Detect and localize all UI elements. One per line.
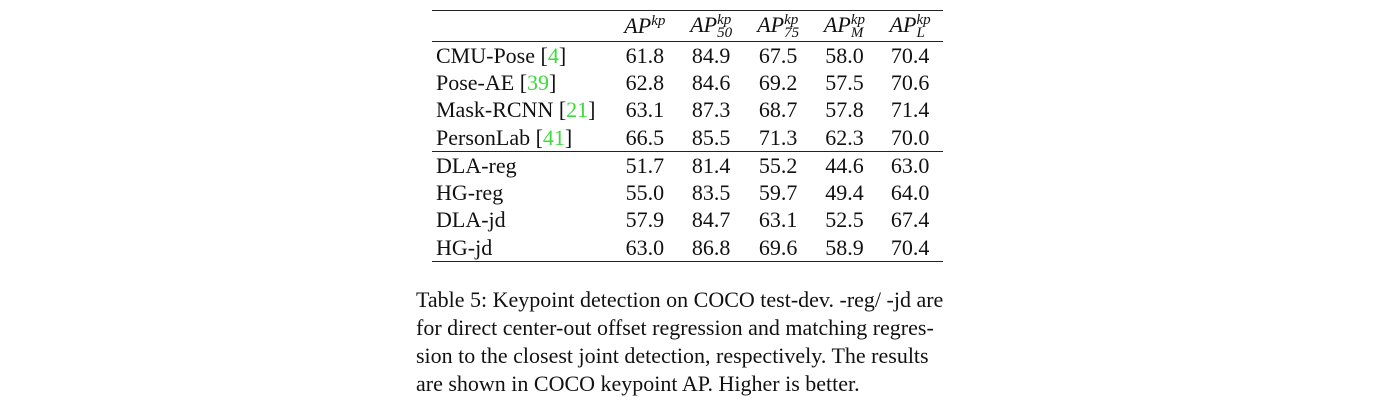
value-cell: 71.4 bbox=[890, 97, 930, 123]
value-cell: 84.7 bbox=[691, 207, 731, 233]
value-cell: 69.2 bbox=[758, 69, 798, 95]
value-cell: 57.5 bbox=[825, 69, 864, 95]
method-name: PersonLab bbox=[436, 124, 531, 150]
col-apl-header: AP kp L bbox=[889, 11, 931, 41]
value-cell: 58.0 bbox=[825, 42, 864, 68]
value-cell: 58.9 bbox=[825, 234, 864, 260]
method-name: HG-reg bbox=[436, 180, 504, 206]
value-cell: 55.0 bbox=[625, 180, 665, 206]
method-name: HG-jd bbox=[436, 234, 493, 260]
value-cell: 83.5 bbox=[691, 180, 731, 206]
value-cell: 52.5 bbox=[825, 207, 864, 233]
table-row bbox=[432, 207, 943, 234]
results-table-container bbox=[432, 10, 943, 262]
method-cell: Mask-RCNN [21] bbox=[436, 97, 596, 123]
value-cell: 63.0 bbox=[625, 234, 665, 260]
value-cell: 55.2 bbox=[758, 152, 798, 178]
method-name: Pose-AE bbox=[436, 69, 515, 95]
method-cell bbox=[432, 207, 612, 234]
value-cell: 63.1 bbox=[758, 207, 798, 233]
method-name: DLA-reg bbox=[436, 152, 517, 178]
citation-link[interactable]: 4 bbox=[547, 42, 559, 68]
col-ap50-header: AP kp 50 bbox=[690, 11, 733, 41]
table-caption bbox=[416, 286, 964, 398]
value-cell: 84.6 bbox=[691, 69, 731, 95]
table-row bbox=[432, 124, 943, 152]
caption-line: are shown in COCO keypoint AP. Higher is better. bbox=[416, 371, 860, 396]
method-cell: Pose-AE [39] bbox=[436, 69, 557, 95]
value-cell: 57.9 bbox=[625, 207, 665, 233]
table-row bbox=[432, 97, 943, 124]
value-cell: 62.8 bbox=[625, 69, 665, 95]
table-row bbox=[432, 179, 943, 206]
value-cell: 67.5 bbox=[758, 42, 798, 68]
col-ap-header: $AP^{kp}$ bbox=[624, 13, 666, 38]
value-cell: 71.3 bbox=[758, 124, 798, 150]
value-cell: 70.4 bbox=[890, 42, 930, 68]
value-cell: 86.8 bbox=[691, 234, 731, 260]
caption-line: for direct center-out offset regression and matching regres- bbox=[416, 315, 934, 340]
method-cell: CMU-Pose [4] bbox=[436, 42, 567, 68]
value-cell: 44.6 bbox=[825, 152, 864, 178]
value-cell: 64.0 bbox=[890, 180, 930, 206]
method-cell: PersonLab [41] bbox=[436, 124, 573, 150]
method-name: Mask-RCNN bbox=[436, 97, 554, 123]
table-row bbox=[432, 234, 943, 262]
keypoint-results-table bbox=[432, 10, 943, 262]
our-methods-group bbox=[432, 152, 943, 262]
published-methods-group bbox=[432, 42, 943, 152]
method-cell bbox=[432, 152, 612, 180]
table-row bbox=[432, 152, 943, 180]
citation-link[interactable]: 21 bbox=[566, 97, 589, 123]
value-cell: 57.8 bbox=[825, 97, 864, 123]
citation-link[interactable]: 41 bbox=[542, 124, 565, 150]
header-row bbox=[432, 11, 943, 42]
value-cell: 62.3 bbox=[825, 124, 864, 150]
value-cell: 68.7 bbox=[758, 97, 798, 123]
table-row bbox=[432, 69, 943, 96]
value-cell: 70.0 bbox=[890, 124, 930, 150]
value-cell: 87.3 bbox=[691, 97, 731, 123]
value-cell: 49.4 bbox=[825, 180, 864, 206]
value-cell: 85.5 bbox=[691, 124, 731, 150]
value-cell: 61.8 bbox=[625, 42, 665, 68]
value-cell: 63.1 bbox=[625, 97, 665, 123]
method-cell bbox=[432, 179, 612, 206]
method-cell bbox=[432, 234, 612, 262]
method-header bbox=[432, 11, 612, 42]
value-cell: 70.4 bbox=[890, 234, 930, 260]
value-cell: 67.4 bbox=[890, 207, 930, 233]
value-cell: 69.6 bbox=[758, 234, 798, 260]
col-apm-header: AP kp M bbox=[823, 11, 865, 41]
method-name: DLA-jd bbox=[436, 207, 506, 233]
value-cell: 59.7 bbox=[758, 180, 798, 206]
caption-line: Table 5: Keypoint detection on COCO test-dev. -reg/ -jd are bbox=[416, 287, 944, 312]
value-cell: 51.7 bbox=[625, 152, 665, 178]
value-cell: 84.9 bbox=[691, 42, 731, 68]
citation-link[interactable]: 39 bbox=[527, 69, 550, 95]
value-cell: 70.6 bbox=[890, 69, 930, 95]
col-ap75-header: AP kp 75 bbox=[757, 11, 800, 41]
table-row bbox=[432, 42, 943, 70]
caption-line: sion to the closest joint detection, respectively. The results bbox=[416, 343, 929, 368]
value-cell: 63.0 bbox=[890, 152, 930, 178]
value-cell: 66.5 bbox=[625, 124, 665, 150]
method-name: CMU-Pose bbox=[436, 42, 536, 68]
value-cell: 81.4 bbox=[691, 152, 731, 178]
